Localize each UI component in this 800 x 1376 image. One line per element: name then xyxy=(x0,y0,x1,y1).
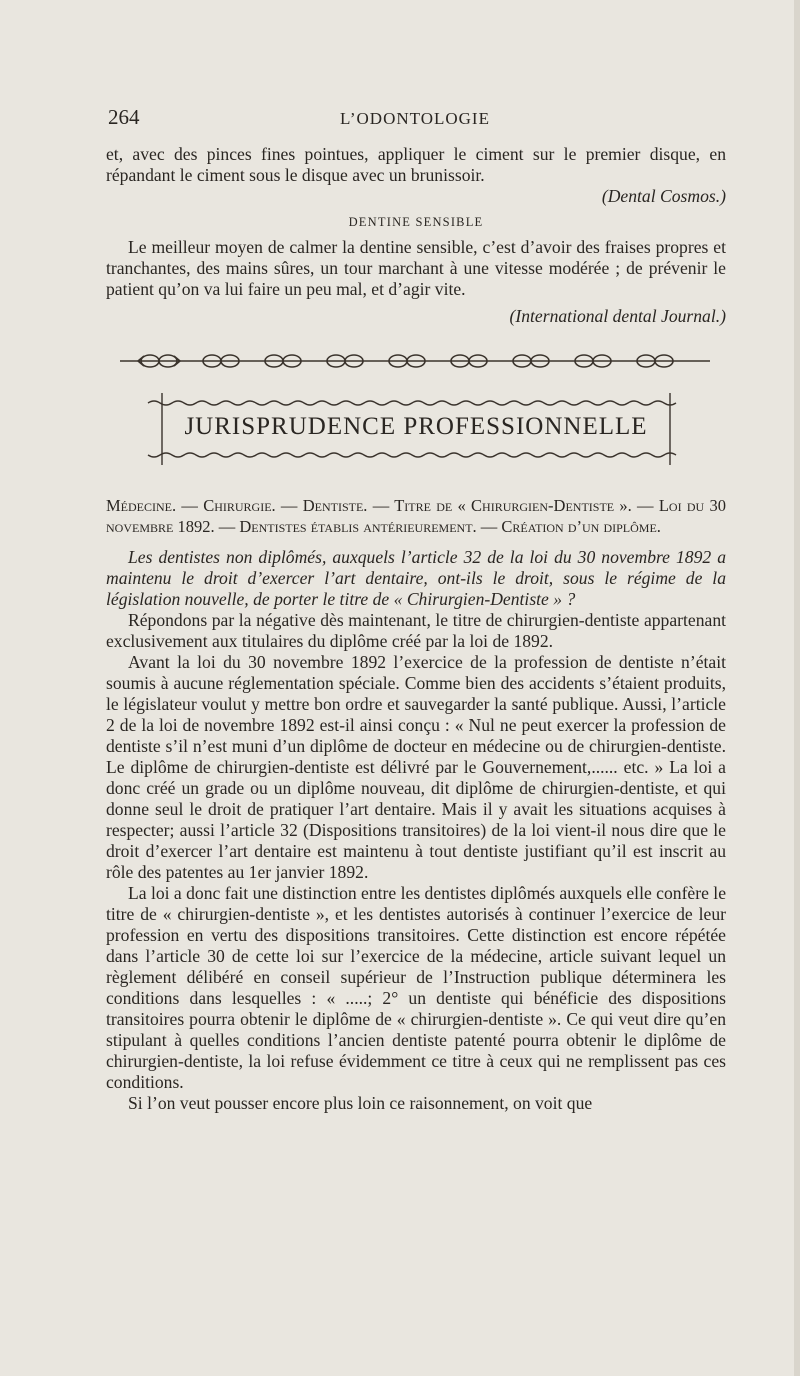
source-citation: (Dental Cosmos.) xyxy=(601,186,726,206)
paragraph: Si l’on veut pousser encore plus loin ce raisonnement, on voit que xyxy=(128,1093,593,1113)
paragraph: et, avec des pinces fines pointues, appliquer le ciment sur le premier disque, en répandant le ciment sous le disque avec un brunissoir. xyxy=(106,144,726,185)
section-subtitle: DENTINE SENSIBLE xyxy=(348,215,484,229)
page-number: 264 xyxy=(108,105,140,129)
section-title: JURISPRUDENCE PROFESSIONNELLE xyxy=(184,413,648,440)
paragraph: Le meilleur moyen de calmer la dentine sensible, c’est d’avoir des fraises propres et tranchantes, des mains sûres, un tour marchant à une vitesse modérée ; de prévenir le patient qu’on va lui faire un peu mal, et d’agir vite. xyxy=(106,237,726,299)
running-title: L’ODONTOLOGIE xyxy=(340,109,490,128)
section-summary: Médecine. — Chirurgie. — Dentiste. — Titre de « Chirurgien-Dentiste ». — Loi du 30 novembre 1892. — Dentistes établis antérieurement. — Création d’un diplôme. xyxy=(106,496,726,536)
paragraph: Avant la loi du 30 novembre 1892 l’exercice de la profession de dentiste n’était soumis à aucune réglementation spéciale. Comme bien des accidents s’étaient produits, le législateur voulut y mettre bon ordre et sauvegarder la santé publique. Aussi, l’article 2 de la loi de novembre 1892 est-il ainsi conçu : « Nul ne peut exercer la profession de dentiste s’il n’est muni d’un diplôme de docteur en médecine ou de chirurgien-dentiste. Le diplôme de chirurgien-dentiste est délivré par le Gouvernement,...... etc. » La loi a donc créé un grade ou un diplôme nouveau, dit diplôme de chirurgien-dentiste, et qui donne seul le droit de pratiquer l’art dentaire. Mais il y avait les situations acquises à respecter; aussi l’article 32 (Dispositions transitoires) de la loi vient-il nous dire que le droit d’exercer l’art dentaire est maintenu à tout dentiste justifiant qu’il est inscrit au rôle des patentes au 1er janvier 1892. xyxy=(106,652,726,882)
paragraph: La loi a donc fait une distinction entre les dentistes diplômés auxquels elle confère le titre de « chirurgien-dentiste », et les dentistes autorisés à continuer l’exercice de leur profession en vertu des dispositions transitoires. Cette distinction est encore répétée dans l’article 30 de cette loi sur l’exercice de la médecine, article suivant lequel un règlement délibéré en conseil supérieur de l’Instruction publique déterminera les conditions dans lesquelles : « .....; 2° un dentiste qui bénéficie des dispositions transitoires pourra obtenir le diplôme de « chirurgien-dentiste ». Ce qui veut dire qu’en stipulant à quelles conditions l’ancien dentiste patenté pourra obtenir le diplôme de chirurgien-dentiste, la loi refuse évidemment ce titre à ceux qui ne remplissent pas ces conditions. xyxy=(106,883,726,1092)
source-citation: (International dental Journal.) xyxy=(509,306,726,326)
section-dentine-sensible xyxy=(106,212,726,327)
ornament-divider xyxy=(110,350,724,372)
page-header xyxy=(108,105,722,135)
question-paragraph: Les dentistes non diplômés, auxquels l’article 32 de la loi du 30 novembre 1892 a maintenu le droit d’exercer l’art dentaire, ont-ils le droit, sous le régime de la législation nouvelle, de porter le titre de « Chirurgien-Dentiste » ? xyxy=(106,547,726,609)
section-title-frame xyxy=(146,385,686,471)
section-jurisprudence xyxy=(106,495,726,1114)
page-edge xyxy=(794,0,800,1376)
section-dental-cosmos xyxy=(106,144,726,207)
paragraph: Répondons par la négative dès maintenant, le titre de chirurgien-dentiste appartenant exclusivement aux titulaires du diplôme créé par la loi de 1892. xyxy=(106,610,726,651)
